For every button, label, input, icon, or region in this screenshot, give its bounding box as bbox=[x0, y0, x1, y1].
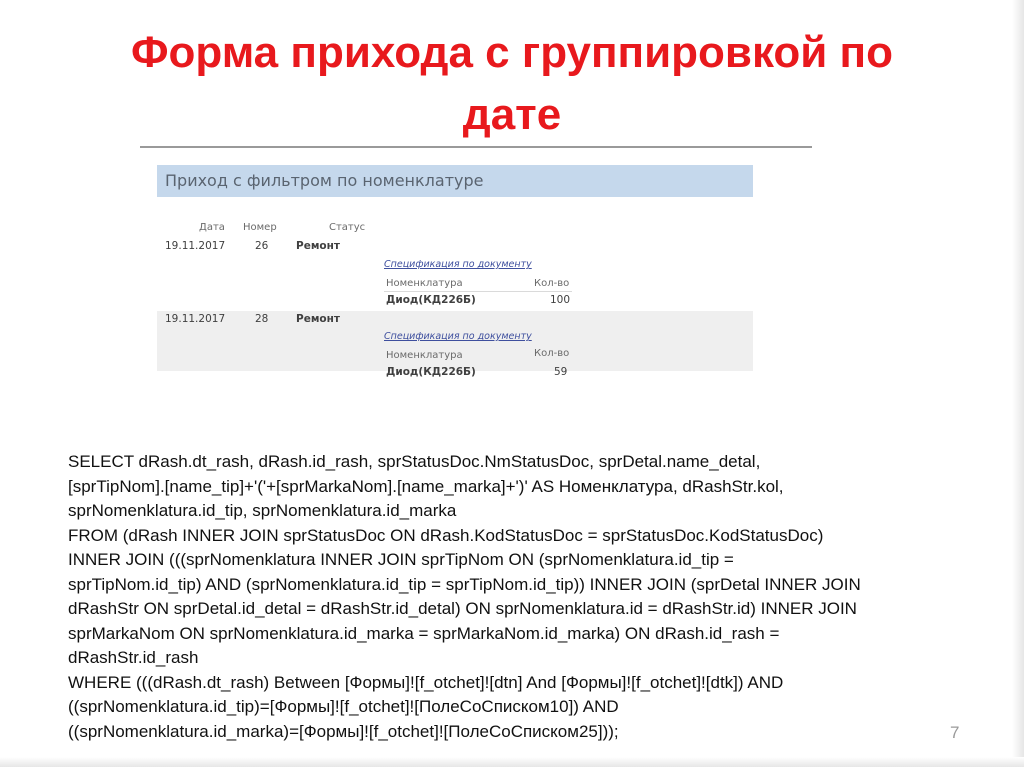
sql-line: sprNomenklatura.id_tip, sprNomenklatura.id_marka bbox=[68, 501, 457, 520]
spec-header-qty: Кол-во bbox=[534, 278, 570, 289]
sql-line: ((sprNomenklatura.id_tip)=[Формы]![f_otchet]![ПолеСоСписком10]) AND bbox=[68, 697, 619, 716]
slide-title-line-1: Форма прихода с группировкой по bbox=[130, 28, 894, 77]
spec-qty: 100 bbox=[550, 294, 571, 306]
spec-divider bbox=[384, 291, 572, 292]
record-status: Ремонт bbox=[296, 240, 340, 252]
title-divider bbox=[140, 146, 812, 148]
sql-line: FROM (dRash INNER JOIN sprStatusDoc ON dRash.KodStatusDoc = sprStatusDoc.KodStatusDoc) bbox=[68, 525, 824, 545]
spec-header-item: Номенклатура bbox=[386, 278, 463, 289]
record-date: 19.11.2017 bbox=[165, 313, 226, 325]
sql-line: SELECT dRash.dt_rash, dRash.id_rash, sprStatusDoc.NmStatusDoc, sprDetal.name_detal, bbox=[68, 452, 761, 471]
column-header-date: Дата bbox=[199, 222, 225, 233]
sql-line: sprMarkaNom ON sprNomenklatura.id_marka = sprMarkaNom.id_marka) ON dRash.id_rash = bbox=[68, 623, 780, 643]
sql-query-text bbox=[68, 450, 988, 744]
spec-item: Диод(КД226Б) bbox=[386, 294, 476, 306]
record-date: 19.11.2017 bbox=[165, 240, 226, 252]
sql-line: ((sprNomenklatura.id_marka)=[Формы]![f_otchet]![ПолеСоСписком25])); bbox=[68, 721, 619, 741]
record-number: 26 bbox=[255, 240, 269, 252]
spec-header-item: Номенклатура bbox=[386, 350, 463, 361]
spec-item: Диод(КД226Б) bbox=[386, 366, 476, 378]
column-header-number: Номер bbox=[243, 222, 277, 233]
page-number: 7 bbox=[950, 723, 960, 742]
spec-title: Спецификация по документу bbox=[384, 331, 532, 342]
spec-qty: 59 bbox=[554, 366, 568, 378]
record-number: 28 bbox=[255, 313, 269, 325]
slide-title-line-2: дате bbox=[462, 90, 562, 139]
report-title: Приход с фильтром по номенклатуре bbox=[165, 171, 484, 190]
sql-line: INNER JOIN (((sprNomenklatura INNER JOIN sprTipNom ON (sprNomenklatura.id_tip = bbox=[68, 550, 734, 569]
record-status: Ремонт bbox=[296, 313, 340, 325]
report-preview bbox=[157, 165, 753, 378]
sql-line: sprTipNom.id_tip) AND (sprNomenklatura.id_tip = sprTipNom.id_tip)) INNER JOIN (sprDetal INNER JOIN bbox=[68, 574, 861, 594]
slide-edge-shadow bbox=[1012, 0, 1024, 767]
column-header-status: Статус bbox=[329, 222, 366, 233]
slide-title bbox=[60, 22, 964, 146]
sql-line: dRashStr ON sprDetal.id_detal = dRashStr.id_detal) ON sprNomenklatura.id = dRashStr.id) INNER JOIN bbox=[68, 599, 857, 618]
report-header-bar bbox=[157, 165, 753, 197]
spec-title: Спецификация по документу bbox=[384, 259, 532, 270]
sql-line: [sprTipNom].[name_tip]+'('+[sprMarkaNom].[name_marka]+')' AS Номенклатура, dRashStr.kol, bbox=[68, 476, 784, 496]
sql-line: WHERE (((dRash.dt_rash) Between [Формы]![f_otchet]![dtn] And [Формы]![f_otchet]![dtk]) AND bbox=[68, 672, 784, 692]
slide-edge-shadow-bottom bbox=[0, 757, 1024, 767]
sql-line: dRashStr.id_rash bbox=[68, 648, 199, 667]
spec-header-qty: Кол-во bbox=[534, 348, 570, 359]
